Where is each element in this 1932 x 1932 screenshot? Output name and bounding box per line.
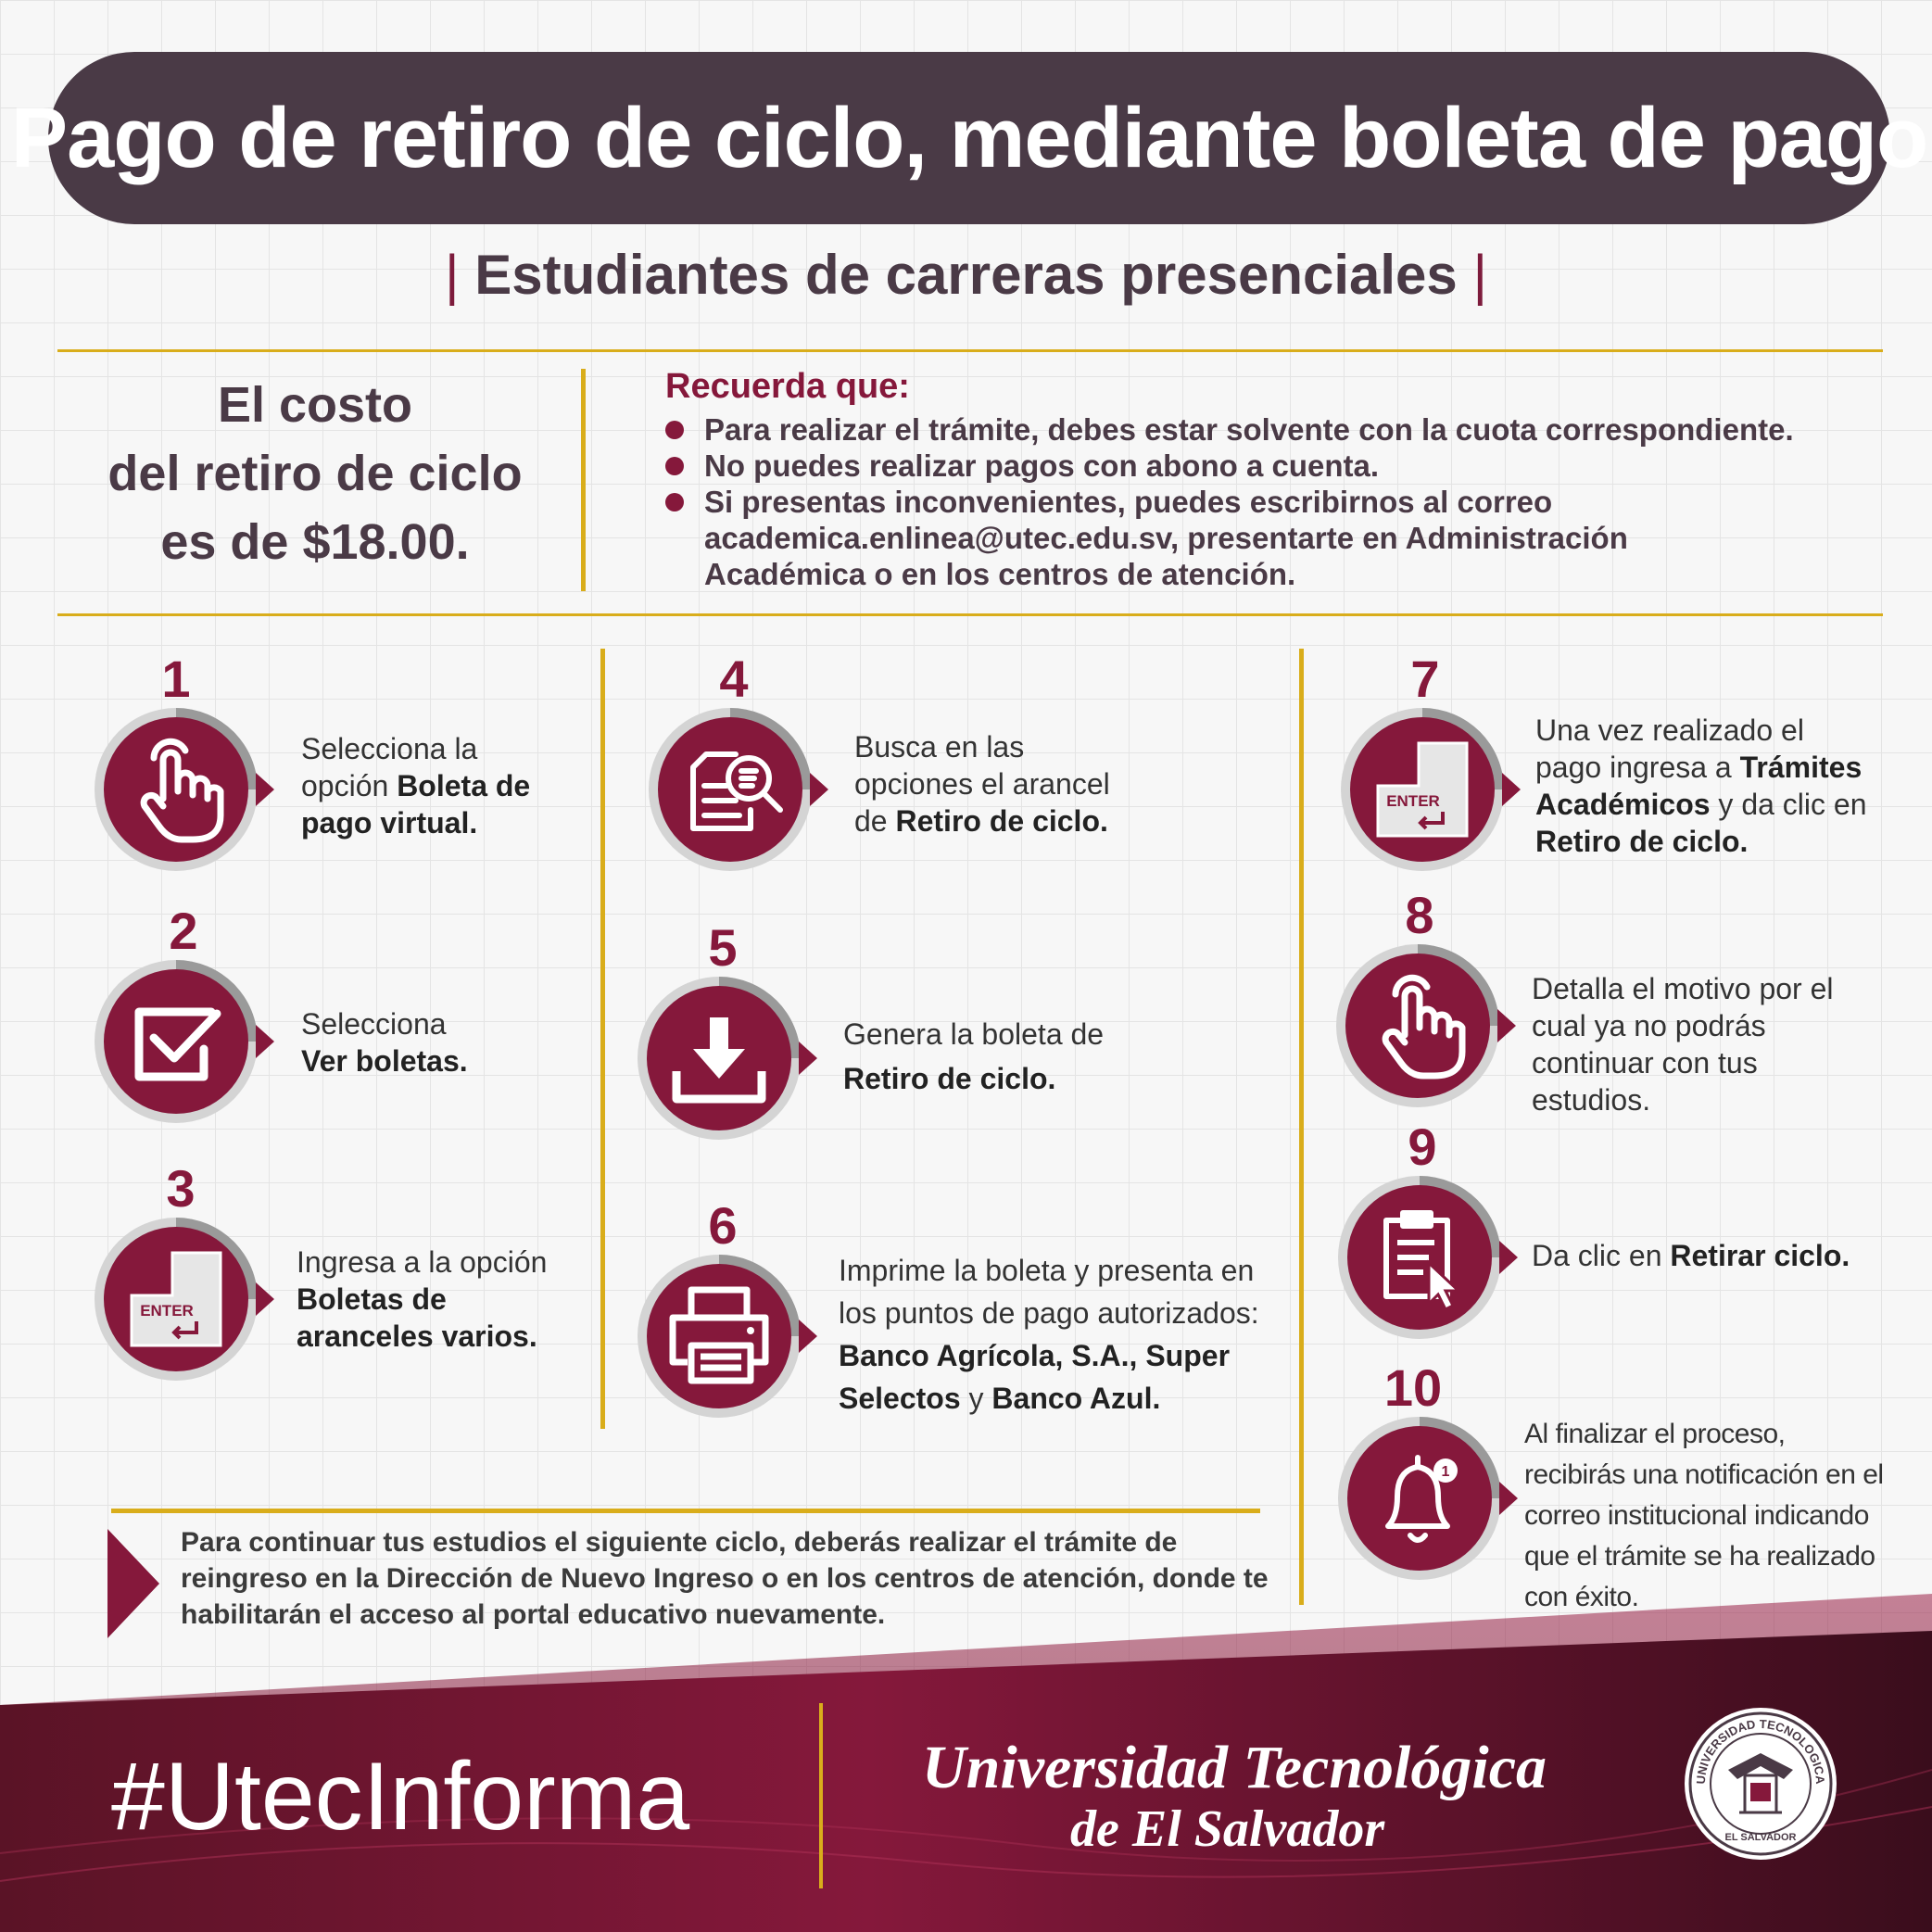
column-divider-1	[600, 649, 605, 1429]
university-name-line-2: de El Salvador	[1070, 1800, 1385, 1858]
svg-text:1: 1	[1441, 1464, 1450, 1480]
divider-middle	[57, 613, 1883, 616]
step-1-text: Selecciona la opción Boleta de pago virtual.	[301, 732, 531, 840]
document-search-icon	[647, 706, 832, 873]
page-title: Pago de retiro de ciclo, mediante boleta de pago	[48, 52, 1890, 224]
svg-text:EL SALVADOR: EL SALVADOR	[1724, 1832, 1797, 1843]
step-10-text: Al finalizar el proceso, recibirás una notificación en el correo institucional indicando que el trámite se ha realizado con éxito.	[1524, 1419, 1884, 1612]
subtitle-bar-left: |	[444, 244, 475, 306]
subtitle-text: Estudiantes de carreras presenciales	[474, 244, 1458, 306]
clipboard-cursor-icon	[1336, 1174, 1522, 1341]
svg-text:ENTER: ENTER	[1386, 792, 1440, 810]
cost-block	[56, 371, 575, 576]
step-number: 9	[1408, 1118, 1437, 1176]
reingreso-note: Para continuar tus estudios el siguiente ciclo, deberás realizar el trámite de reingreso en la Dirección de Nuevo Ingreso o en los centros de atención, donde te habilitarán el acceso al portal educativo nuevamente.	[181, 1527, 1269, 1630]
cost-line-2: del retiro de ciclo	[107, 446, 523, 501]
recuerda-item: Si presentas inconvenientes, puedes escribirnos al correo academica.enlinea@utec.edu.sv, presentarte en Administración Académica o en los centros de atención.	[665, 484, 1705, 592]
step-number: 10	[1383, 1358, 1443, 1417]
subtitle-bar-right: |	[1457, 244, 1488, 306]
step-number: 6	[708, 1196, 738, 1255]
bullet-dot	[665, 421, 684, 439]
svg-text:UNIVERSIDAD TECNOLOGICA: UNIVERSIDAD TECNOLOGICA	[1693, 1716, 1828, 1785]
step-6-text: Imprime la boleta y presenta en los puntos de pago autorizados: Banco Agrícola, S.A., Super Selectos y Banco Azul.	[839, 1254, 1259, 1415]
step-number: 7	[1410, 650, 1440, 708]
printer-icon	[636, 1253, 821, 1420]
recuerda-list	[665, 411, 1870, 592]
step-8-text: Detalla el motivo por el cual ya no podrás continuar con tus estudios.	[1532, 972, 1834, 1117]
recuerda-item: Para realizar el trámite, debes estar solvente con la cuota correspondiente.	[665, 411, 1870, 448]
divider-top	[57, 349, 1883, 352]
step-5-text: Genera la boleta de Retiro de ciclo.	[843, 1017, 1105, 1095]
column-divider-2	[1299, 649, 1304, 1605]
step-number: 3	[166, 1159, 196, 1218]
university-name-line-1: Universidad Tecnológica	[922, 1734, 1547, 1801]
step-3-text: Ingresa a la opción Boletas de aranceles varios.	[297, 1245, 548, 1353]
cost-line-1: El costo	[217, 377, 413, 433]
step-4-text: Busca en las opciones el arancel de Retiro de ciclo.	[854, 730, 1110, 838]
recuerda-item: No puedes realizar pagos con abono a cuenta.	[665, 448, 1870, 484]
enter-key-icon	[1339, 706, 1524, 873]
checkbox-icon	[93, 958, 278, 1125]
svg-text:ENTER: ENTER	[140, 1302, 194, 1320]
hand-pointer-icon	[93, 706, 278, 873]
cost-line-3: es de $18.00.	[160, 514, 470, 570]
bullet-dot	[665, 493, 684, 511]
step-number: 4	[719, 650, 749, 708]
note-divider	[111, 1509, 1260, 1513]
hand-pointer-icon	[1334, 942, 1520, 1109]
enter-key-icon	[93, 1216, 278, 1383]
step-number: 8	[1405, 886, 1434, 944]
subtitle	[0, 243, 1932, 317]
step-9-text: Da clic en Retirar ciclo.	[1532, 1239, 1850, 1272]
download-icon	[636, 975, 821, 1142]
step-number: 1	[161, 650, 191, 708]
step-7-text: Una vez realizado el pago ingresa a Trámites Académicos y da clic en Retiro de ciclo.	[1535, 713, 1867, 858]
university-seal-logo	[1682, 1705, 1839, 1863]
step-number: 2	[169, 902, 198, 960]
recuerda-title: Recuerda que:	[665, 367, 910, 406]
hashtag-utecinforma: #UtecInforma	[111, 1743, 690, 1850]
bullet-dot	[665, 457, 684, 475]
step-number: 5	[708, 918, 738, 977]
divider-cost	[581, 369, 586, 591]
bell-notification-icon	[1336, 1415, 1522, 1582]
step-2-text: Selecciona Ver boletas.	[301, 1007, 468, 1078]
